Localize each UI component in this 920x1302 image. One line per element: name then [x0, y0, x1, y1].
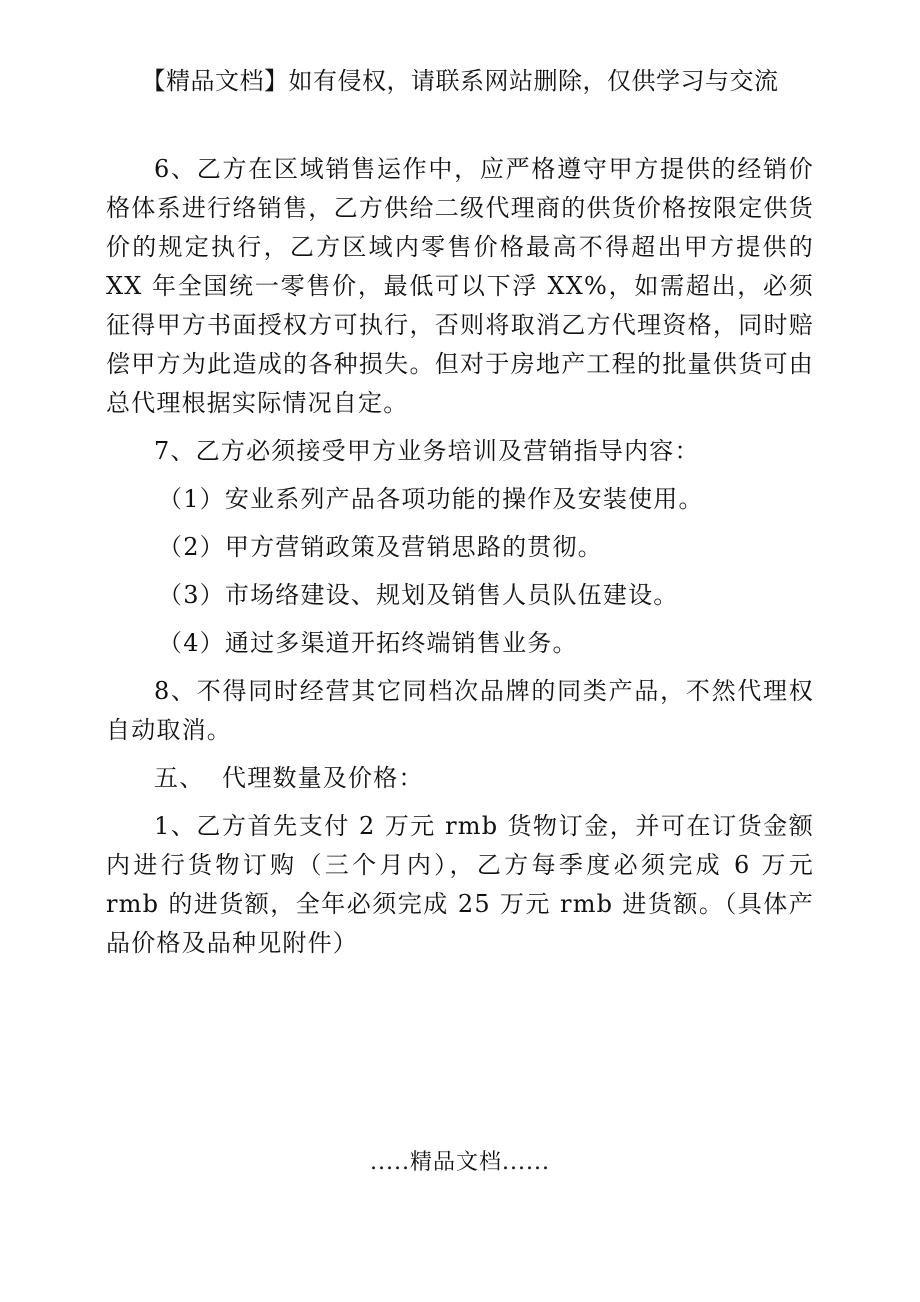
- page-footer: .....精品文档......: [370, 1150, 550, 1175]
- paragraph-clause-7: 7、乙方必须接受甲方业务培训及营销指导内容：: [154, 437, 700, 465]
- page-header: 【精品文档】如有侵权，请联系网站删除，仅供学习与交流: [141, 67, 779, 95]
- list-item-training-4: （4）通过多渠道开拓终端销售业务。: [158, 629, 578, 657]
- list-item-training-1: （1）安业系列产品各项功能的操作及安装使用。: [158, 485, 704, 513]
- paragraph-price-clause-1: 1、乙方首先支付 2 万元 rmb 货物订金，并可在订货金额内进行货物订购（三个月内），乙方每季度必须完成 6 万元 rmb 的进货额，全年必须完成 25 万元 rmb 进货额。（具体产品价格及品种见附件）: [106, 812, 814, 957]
- paragraph-clause-8: 8、不得同时经营其它同档次品牌的同类产品，不然代理权自动取消。: [106, 677, 814, 744]
- list-item-training-2: （2）甲方营销政策及营销思路的贯彻。: [158, 533, 603, 561]
- list-item-training-3: （3）市场络建设、规划及销售人员队伍建设。: [158, 581, 679, 609]
- paragraph-clause-6: 6、乙方在区域销售运作中，应严格遵守甲方提供的经销价格体系进行络销售，乙方供给二级代理商的供货价格按限定供货价的规定执行，乙方区域内零售价格最高不得超出甲方提供的 XX 年全国统一零售价，最低可以下浮 XX%，如需超出，必须征得甲方书面授权方可执行，否则将取消乙方代理资格，同时赔偿甲方为此造成的各种损失。但对于房地产工程的批量供货可由总代理根据实际情况自定。: [106, 155, 814, 417]
- document-body: [106, 150, 814, 972]
- section-heading-quantity-price: 五、 代理数量及价格：: [154, 764, 424, 792]
